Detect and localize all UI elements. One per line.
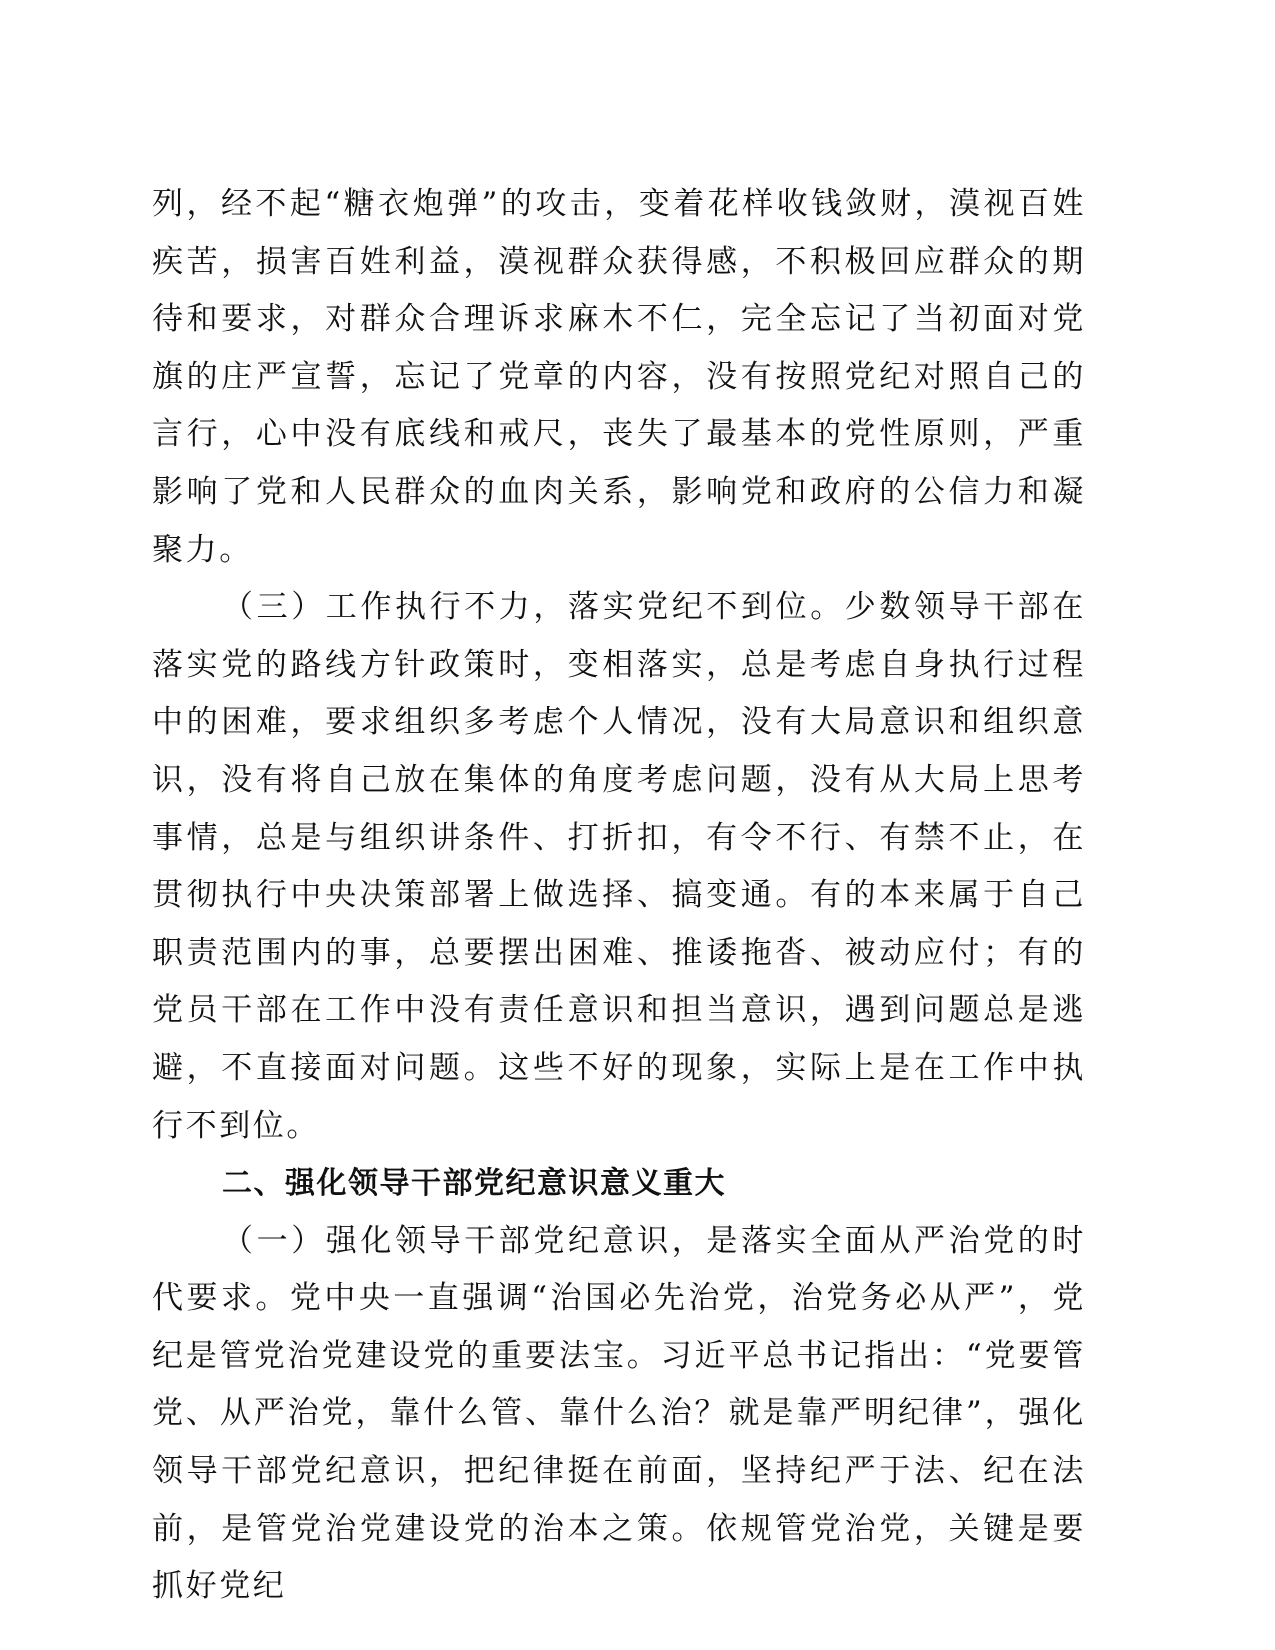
document-body [152,176,1086,1616]
section-heading-two: 二、强化领导干部党纪意识意义重大 [222,1166,726,1202]
paragraph-continuation: 列，经不起“糖衣炮弹”的攻击，变着花样收钱敛财，漠视百姓疾苦，损害百姓利益，漠视群众获得感，不积极回应群众的期待和要求，对群众合理诉求麻木不仁，完全忘记了当初面对党旗的庄严宣誓，忘记了党章的内容，没有按照党纪对照自己的言行，心中没有底线和戒尺，丧失了最基本的党性原则，严重影响了党和人民群众的血肉关系，影响党和政府的公信力和凝聚力。 [152,186,1086,568]
paragraph-subsection-one: （一）强化领导干部党纪意识，是落实全面从严治党的时代要求。党中央一直强调“治国必先治党，治党务必从严”，党纪是管党治党建设党的重要法宝。习近平总书记指出：“党要管党、从严治党，靠什么管、靠什么治？就是靠严明纪律”，强化领导干部党纪意识，把纪律挺在前面，坚持纪严于法、纪在法前，是管党治党建设党的治本之策。依规管党治党，关键是要抓好党纪 [152,1222,1086,1605]
paragraph-section-three: （三）工作执行不力，落实党纪不到位。少数领导干部在落实党的路线方针政策时，变相落实，总是考虑自身执行过程中的困难，要求组织多考虑个人情况，没有大局意识和组织意识，没有将自己放在集体的角度考虑问题，没有从大局上思考事情，总是与组织讲条件、打折扣，有令不行、有禁不止，在贯彻执行中央决策部署上做选择、搞变通。有的本来属于自己职责范围内的事，总要摆出困难、推诿拖沓、被动应付；有的党员干部在工作中没有责任意识和担当意识，遇到问题总是逃避，不直接面对问题。这些不好的现象，实际上是在工作中执行不到位。 [152,589,1086,1144]
